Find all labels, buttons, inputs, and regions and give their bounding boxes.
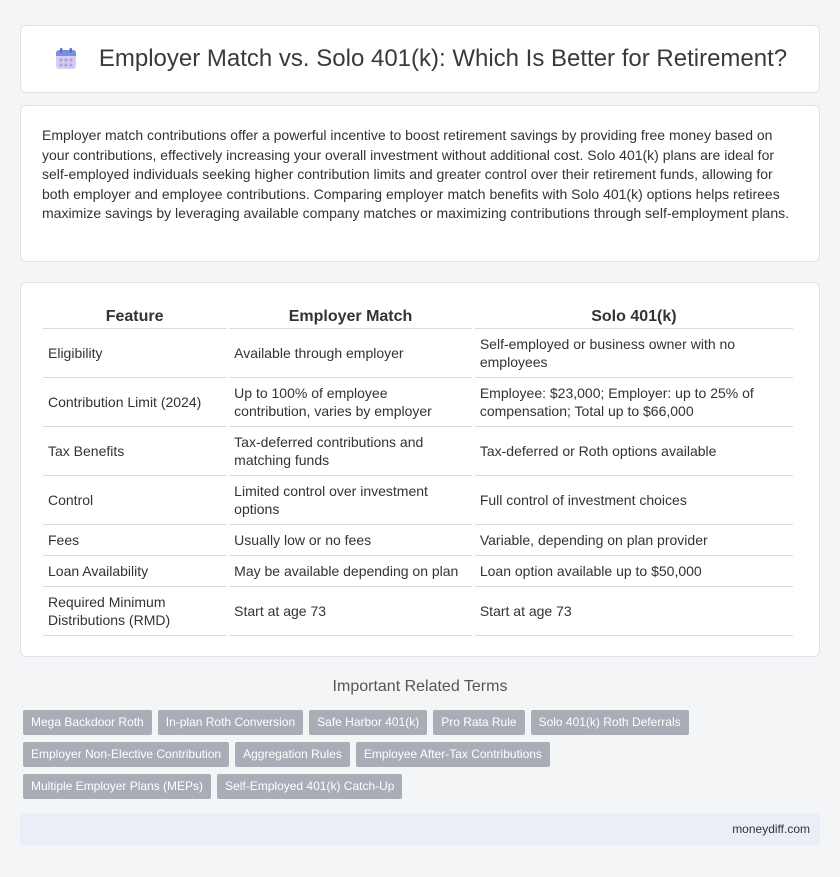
- cell-solo-401k: Full control of investment choices: [475, 476, 793, 525]
- related-terms-tags: [23, 710, 723, 806]
- cell-solo-401k: Start at age 73: [475, 587, 793, 636]
- cell-feature: Eligibility: [43, 329, 226, 378]
- tag-multiple-employer-plans[interactable]: Multiple Employer Plans (MEPs): [23, 774, 211, 799]
- header-employer-match: Employer Match: [229, 303, 472, 329]
- table-row: [43, 556, 793, 587]
- cell-feature: Required Minimum Distributions (RMD): [43, 587, 226, 636]
- cell-solo-401k: Employee: $23,000; Employer: up to 25% of compensation; Total up to $66,000: [475, 378, 793, 427]
- header-solo-401k: Solo 401(k): [475, 303, 793, 329]
- tag-pro-rata-rule[interactable]: Pro Rata Rule: [433, 710, 524, 735]
- tag-mega-backdoor-roth[interactable]: Mega Backdoor Roth: [23, 710, 152, 735]
- header-feature: Feature: [43, 303, 226, 329]
- cell-feature: Loan Availability: [43, 556, 226, 587]
- cell-feature: Contribution Limit (2024): [43, 378, 226, 427]
- footer: [20, 813, 820, 846]
- table-header-row: [43, 303, 793, 329]
- tag-aggregation-rules[interactable]: Aggregation Rules: [235, 742, 350, 767]
- related-terms-section: [0, 678, 840, 696]
- related-terms-title: Important Related Terms: [332, 678, 508, 695]
- tag-employee-after-tax-contributions[interactable]: Employee After-Tax Contributions: [356, 742, 550, 767]
- table-row: [43, 378, 793, 427]
- intro-paragraph: Employer match contributions offer a powerful incentive to boost retirement savings by providing free money based on your contributions, effectively increasing your overall investment without additional cost. Solo 401(k) plans are ideal for self-employed individuals seeking higher contribution limits and greater control over their retirement funds, allowing for both employer and employee contributions. Comparing employer match benefits with Solo 401(k) options helps retirees maximize savings by leveraging available company matches or maximizing contributions through self-employment plans.: [42, 127, 790, 222]
- cell-employer-match: Available through employer: [229, 329, 472, 378]
- intro-card: [20, 105, 820, 262]
- cell-employer-match: May be available depending on plan: [229, 556, 472, 587]
- table-row: [43, 329, 793, 378]
- table-row: [43, 587, 793, 636]
- footer-site-link[interactable]: moneydiff.com: [732, 822, 810, 836]
- table-row: [43, 427, 793, 476]
- cell-employer-match: Tax-deferred contributions and matching funds: [229, 427, 472, 476]
- tag-self-employed-401k-catch-up[interactable]: Self-Employed 401(k) Catch-Up: [217, 774, 402, 799]
- header-card: [20, 25, 820, 93]
- cell-employer-match: Start at age 73: [229, 587, 472, 636]
- tag-employer-non-elective-contribution[interactable]: Employer Non-Elective Contribution: [23, 742, 229, 767]
- tag-solo-401k-roth-deferrals[interactable]: Solo 401(k) Roth Deferrals: [531, 710, 689, 735]
- tag-in-plan-roth-conversion[interactable]: In-plan Roth Conversion: [158, 710, 303, 735]
- cell-solo-401k: Tax-deferred or Roth options available: [475, 427, 793, 476]
- cell-feature: Tax Benefits: [43, 427, 226, 476]
- page-title-text: Employer Match vs. Solo 401(k): Which Is Better for Retirement?: [98, 45, 788, 72]
- table-row: [43, 525, 793, 556]
- comparison-card: [20, 282, 820, 657]
- cell-solo-401k: Self-employed or business owner with no employees: [475, 329, 793, 378]
- cell-feature: Control: [43, 476, 226, 525]
- cell-employer-match: Limited control over investment options: [229, 476, 472, 525]
- page-title: [53, 45, 787, 73]
- tag-safe-harbor-401k[interactable]: Safe Harbor 401(k): [309, 710, 427, 735]
- calendar-icon: [53, 46, 79, 72]
- table-row: [43, 476, 793, 525]
- cell-employer-match: Up to 100% of employee contribution, varies by employer: [229, 378, 472, 427]
- comparison-table: [40, 303, 796, 636]
- cell-feature: Fees: [43, 525, 226, 556]
- cell-solo-401k: Loan option available up to $50,000: [475, 556, 793, 587]
- cell-employer-match: Usually low or no fees: [229, 525, 472, 556]
- cell-solo-401k: Variable, depending on plan provider: [475, 525, 793, 556]
